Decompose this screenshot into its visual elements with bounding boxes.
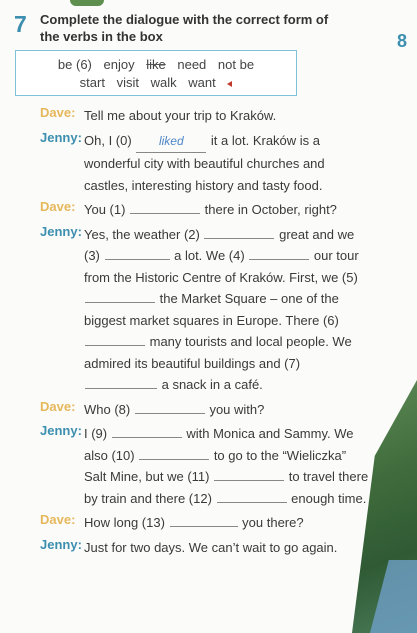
- dialogue-line: you with?: [205, 401, 265, 417]
- speaker-jenny: Jenny:: [40, 536, 82, 552]
- answer-blank-3[interactable]: [105, 247, 170, 260]
- verb-like-used: like: [146, 57, 166, 72]
- dialogue-turn: [40, 512, 370, 534]
- dialogue-line: a snack in a café.: [158, 377, 263, 392]
- dialogue-line: you there?: [238, 515, 304, 530]
- answer-blank-13[interactable]: [170, 514, 238, 527]
- dialogue-text: [84, 105, 370, 127]
- dialogue-text: [84, 224, 370, 396]
- verb-walk: walk: [150, 75, 177, 90]
- answer-blank-2[interactable]: [204, 226, 274, 239]
- verb-be: be (6): [57, 57, 92, 72]
- speaker-jenny: Jenny:: [40, 423, 82, 438]
- verb-visit: visit: [116, 75, 139, 90]
- dialogue-line: You (1): [84, 202, 130, 217]
- dialogue-line: Yes, the weather (2): [84, 226, 204, 242]
- dialogue-turn: [40, 537, 370, 559]
- answer-blank-11[interactable]: [214, 468, 284, 481]
- answer-blank-7[interactable]: [85, 376, 157, 389]
- dialogue-line: I (9): [84, 426, 111, 441]
- speaker-dave: Dave:: [40, 512, 76, 527]
- dialogue-line: great and we (3): [84, 226, 355, 263]
- dialogue-turn: [40, 199, 370, 221]
- dialogue-line: there in October, right?: [201, 202, 337, 217]
- verb-enjoy: enjoy: [103, 57, 135, 72]
- dialogue-line: our tour from the Historic Centre of Kraków. First, we (5): [84, 248, 359, 285]
- verb-start: start: [79, 75, 105, 90]
- answer-blank-10[interactable]: [139, 447, 209, 460]
- dialogue-text: [84, 423, 370, 509]
- dialogue-turn: [40, 105, 370, 127]
- dialogue-line: Oh, I (0): [84, 132, 136, 148]
- answer-blank-5[interactable]: [85, 290, 155, 303]
- verb-not-be: not be: [217, 57, 255, 72]
- verb-box-row-1: [16, 56, 296, 74]
- speaker-dave: Dave:: [40, 398, 76, 414]
- dialogue-text: [84, 130, 370, 197]
- dialogue-line: Tell me about your trip to Kraków.: [84, 108, 277, 123]
- answer-blank-9[interactable]: [112, 425, 182, 438]
- exercise-number: 7: [14, 11, 27, 37]
- answer-text: liked: [158, 133, 184, 148]
- dialogue: [40, 105, 370, 561]
- dialogue-turn: [40, 399, 370, 421]
- speaker-jenny: Jenny:: [40, 223, 82, 239]
- dialogue-line: it a lot. Kraków is a wonderful city with beautiful churches and castles, interesting history and tasty food.: [84, 132, 325, 193]
- dialogue-text: [84, 399, 370, 421]
- answer-blank-6[interactable]: [85, 333, 145, 346]
- dialogue-line: How long (13): [84, 515, 169, 530]
- answer-blank-8[interactable]: [135, 401, 205, 414]
- dialogue-text: [84, 199, 370, 221]
- exercise-title: Complete the dialogue with the correct form of the verbs in the box: [40, 12, 329, 44]
- speaker-dave: Dave:: [40, 199, 76, 214]
- dialogue-line: to go to the “Wieliczka” Salt Mine, but we (11): [84, 447, 347, 484]
- dialogue-line: many tourists and local people. We admired its beautiful buildings and (7): [84, 334, 352, 371]
- answer-blank-12[interactable]: [217, 490, 287, 503]
- verb-want: want: [188, 75, 216, 90]
- dialogue-line: to travel there by train and there (12): [84, 469, 369, 506]
- dialogue-line: the Market Square – one of the biggest market squares in Europe. There (6): [84, 291, 339, 328]
- example-answer: [136, 130, 206, 154]
- dialogue-line: a lot. We (4): [170, 248, 249, 263]
- dialogue-turn: [40, 423, 370, 509]
- dialogue-line: with Monica and Sammy. We also (10): [84, 426, 354, 463]
- verb-box: [15, 50, 297, 96]
- verb-need: need: [177, 57, 207, 72]
- top-decoration: [70, 0, 104, 6]
- answer-blank-4[interactable]: [249, 247, 309, 260]
- page-number: 8: [397, 31, 408, 51]
- answer-blank-1[interactable]: [130, 201, 200, 214]
- speaker-jenny: Jenny:: [40, 129, 82, 145]
- dialogue-line: enough time.: [287, 490, 367, 506]
- dialogue-turn: [40, 130, 370, 197]
- dialogue-turn: [40, 224, 370, 396]
- speaker-dave: Dave:: [40, 105, 76, 120]
- dialogue-line: Just for two days. We can’t wait to go again.: [84, 539, 338, 555]
- verb-box-row-2: [16, 74, 296, 92]
- dialogue-text: [84, 537, 370, 559]
- dialogue-line: Who (8): [84, 401, 134, 417]
- dialogue-text: [84, 512, 370, 534]
- pointer-icon: [227, 81, 232, 87]
